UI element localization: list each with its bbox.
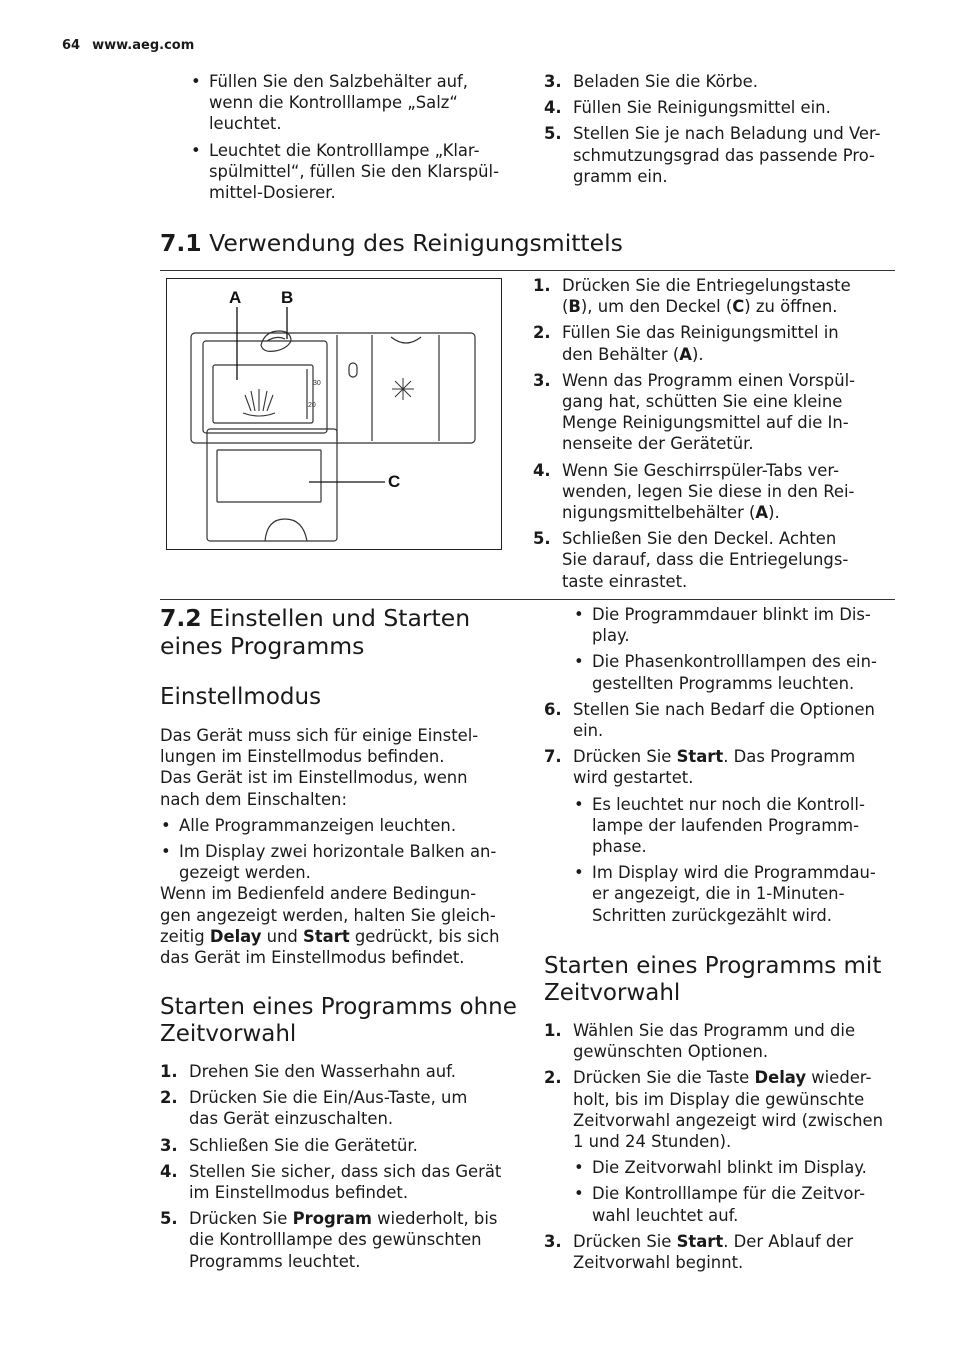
subheading-mit-zeitvorwahl	[544, 953, 881, 1007]
step-number: 1.	[544, 1021, 562, 1040]
detergent-symbol	[243, 389, 275, 416]
section-rule	[160, 599, 895, 600]
section-rule	[160, 270, 895, 271]
step-number: 7.	[544, 747, 562, 767]
step-item: 5. Drücken Sie Program wiederholt, bis die Kontrolllampe des gewünschten Programms leuchtet.	[160, 1209, 498, 1271]
step-item: 4. Wenn Sie Geschirrspüler-Tabs ver- wenden, legen Sie diese in den Rei- nigungsmittelbehälter (A).	[533, 460, 855, 523]
step-item: 1. Drücken Sie die Entriegelungstaste (B), um den Deckel (C) zu öffnen.	[533, 276, 851, 317]
section-heading-7-2	[160, 604, 470, 660]
subheading-ohne-zeitvorwahl	[160, 994, 517, 1048]
paragraph: Das Gerät muss sich für einige Einstel- lungen im Einstellmodus befinden. Das Gerät ist im Einstellmodus, wenn nach dem Einschalten:	[160, 726, 479, 809]
step-item: 5. Schließen Sie den Deckel. Achten Sie darauf, dass die Entriegelungs- taste einrastet.	[533, 529, 849, 591]
sub-list-item: • Die Phasenkontrolllampen des ein- gestellten Programms leuchten.	[544, 651, 904, 693]
section-number: 7.2	[160, 604, 202, 632]
step-number: 4.	[160, 1161, 178, 1181]
einstellmodus-body	[160, 725, 520, 968]
step-number: 1.	[160, 1062, 178, 1081]
step-number: 2.	[544, 1068, 562, 1088]
step-item: 6. Stellen Sie nach Bedarf die Optionen ein.	[544, 699, 875, 741]
step-item: 2. Drücken Sie die Taste Delay wieder- holt, bis im Display die gewünschte Zeitvorwahl angezeigt wird (zwischen 1 und 24 Stunden).	[544, 1068, 883, 1152]
section-heading-7-1	[160, 229, 623, 257]
step-number: 3.	[544, 72, 562, 91]
step-item: 5. Stellen Sie je nach Beladung und Ver- schmutzungsgrad das passende Pro- gramm ein.	[544, 124, 881, 186]
step-item: 3. Wenn das Programm einen Vorspül- gang hat, schütten Sie eine kleine Menge Reinigungsmittel auf die In- nenseite der Gerätetür.	[533, 370, 856, 454]
sub-list-item: • Die Kontrolllampe für die Zeitvor- wahl leuchtet auf.	[544, 1183, 904, 1225]
step-number: 5.	[533, 529, 551, 549]
step-number: 4.	[533, 460, 551, 480]
step-item: 3. Drücken Sie Start. Der Ablauf der Zeitvorwahl beginnt.	[544, 1231, 854, 1273]
section-title-line-1: Einstellen und Starten	[209, 604, 471, 632]
step-item: 4. Stellen Sie sicher, dass sich das Gerät im Einstellmodus befindet.	[160, 1161, 502, 1203]
detergent-dispenser-figure	[166, 278, 502, 550]
step-number: 2.	[533, 323, 551, 343]
rinse-aid-star-icon	[392, 378, 414, 400]
step-number: 2.	[160, 1088, 178, 1108]
section-7-2-right-list	[544, 604, 904, 926]
subheading-line-2: Zeitvorwahl	[544, 980, 681, 1006]
list-item: • Alle Programmanzeigen leuchten.	[160, 815, 520, 836]
sub-list-item: • Im Display wird die Programmdau- er angezeigt, die in 1-Minuten- Schritten zurückgezählt wird.	[544, 862, 904, 926]
subheading-line-1: Starten eines Programms mit	[544, 953, 882, 979]
section-number: 7.1	[160, 229, 202, 257]
step-item: 1. Wählen Sie das Programm und die gewünschten Optionen.	[544, 1021, 856, 1062]
step-item: 1. Drehen Sie den Wasserhahn auf.	[160, 1062, 456, 1081]
sub-list-item: • Die Zeitvorwahl blinkt im Display.	[544, 1157, 904, 1178]
step-number: 5.	[544, 124, 562, 144]
step-number: 4.	[544, 98, 562, 118]
step-item: 4. Füllen Sie Reinigungsmittel ein.	[544, 98, 831, 118]
section-7-1-steps	[533, 275, 893, 592]
label-b: B	[281, 288, 294, 307]
list-item: • Füllen Sie den Salzbehälter auf, wenn die Kontrolllampe „Salz“ leuchtet.	[190, 71, 520, 135]
step-item: 3. Schließen Sie die Gerätetür.	[160, 1135, 418, 1155]
mit-zeitvorwahl-steps	[544, 1020, 904, 1273]
subheading-einstellmodus: Einstellmodus	[160, 684, 322, 710]
header-url: www.aeg.com	[92, 38, 195, 53]
list-item: • Leuchtet die Kontrolllampe „Klar- spülmittel“, füllen Sie den Klarspül- mittel-Dosierer.	[190, 140, 520, 204]
step-item: 7. Drücken Sie Start. Das Programm wird gestartet.	[544, 747, 856, 788]
page-header	[62, 38, 194, 53]
subheading-line-1: Starten eines Programms ohne	[160, 994, 517, 1020]
dispenser-illustration	[167, 279, 501, 549]
step-number: 1.	[533, 276, 551, 295]
paragraph: Wenn im Bedienfeld andere Bedingun- gen angezeigt werden, halten Sie gleich- zeitig Delay und Start gedrückt, bis sich das Gerät im Einstellmodus befindet.	[160, 884, 500, 968]
sub-list-item: • Die Programmdauer blinkt im Dis- play.	[544, 604, 904, 646]
scale-label-30: 30	[313, 380, 321, 387]
section-title: Verwendung des Reinigungsmittels	[209, 229, 623, 257]
list-item: • Im Display zwei horizontale Balken an- gezeigt werden.	[160, 841, 520, 883]
step-item: 2. Drücken Sie die Ein/Aus-Taste, um das Gerät einzuschalten.	[160, 1088, 468, 1129]
page-number: 64	[62, 38, 81, 53]
step-number: 3.	[544, 1231, 562, 1251]
intro-left-list	[190, 71, 520, 203]
step-item: 2. Füllen Sie das Reinigungsmittel in den Behälter (A).	[533, 323, 839, 364]
label-a: A	[229, 288, 242, 307]
step-number: 3.	[533, 370, 551, 390]
scale-label-20: 20	[308, 402, 316, 409]
step-number: 3.	[160, 1135, 178, 1155]
intro-right-list	[544, 71, 904, 187]
section-title-line-2: eines Programms	[160, 632, 365, 660]
subheading-line-2: Zeitvorwahl	[160, 1021, 297, 1047]
ohne-zeitvorwahl-steps	[160, 1061, 520, 1272]
sub-list-item: • Es leuchtet nur noch die Kontroll- lampe der laufenden Programm- phase.	[544, 794, 904, 858]
step-number: 5.	[160, 1209, 178, 1229]
label-c: C	[388, 472, 401, 491]
step-item: 3. Beladen Sie die Körbe.	[544, 72, 758, 91]
step-number: 6.	[544, 699, 562, 719]
